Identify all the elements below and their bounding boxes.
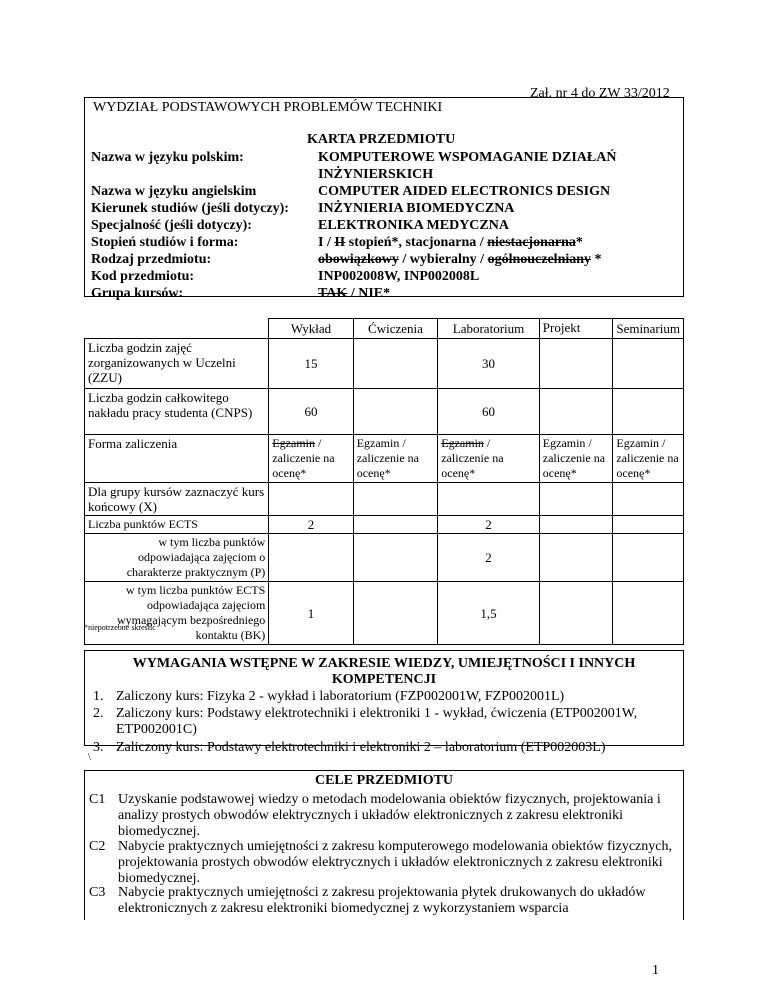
p-project [539, 534, 613, 582]
hours-table [84, 318, 684, 645]
stray-backslash: \ [88, 752, 91, 763]
cnps-label: Liczba godzin całkowitego nakładu pracy studenta (CNPS) [85, 389, 269, 435]
header-project: Projekt [539, 319, 613, 339]
card-title: KARTA PRZEDMIOTU [307, 132, 456, 147]
forma-label: Forma zaliczenia [85, 435, 269, 483]
bk-lecture: 1 [269, 582, 353, 645]
requirements-title: WYMAGANIA WSTĘPNE W ZAKRESIE WIEDZY, UMIEJĘTNOŚCI I INNYCH KOMPETENCJI [132, 656, 636, 687]
goals-title: CELE PRZEDMIOTU [314, 773, 454, 788]
p-lecture [269, 534, 353, 582]
course-header-box [84, 97, 684, 301]
zzu-exercises [353, 339, 438, 389]
table-row [85, 534, 684, 582]
zzu-laboratory: 30 [438, 339, 540, 389]
level-value: I / II stopień*, stacjonarna / niestacjonarna* [318, 235, 583, 250]
attachment-reference: Zał. nr 4 do ZW 33/2012 [530, 86, 670, 101]
specialty-value: ELEKTRONIKA MEDYCZNA [318, 218, 509, 233]
cnps-project [539, 389, 613, 435]
type-value: obowiązkowy / wybieralny / ogólnouczelniany * [318, 252, 602, 267]
cnps-exercises [353, 389, 438, 435]
ects-practical-label: w tym liczba punktów odpowiadająca zajęciom o charakterze praktycznym (P) [85, 534, 269, 582]
ects-seminar [613, 516, 684, 534]
name-pl-value-line1: KOMPUTEROWE WSPOMAGANIE DZIAŁAŃ [318, 150, 617, 165]
forma-seminar: Egzamin / zaliczenie na ocenę* [613, 435, 684, 483]
forma-lecture: Egzamin / zaliczenie na ocenę* [269, 435, 353, 483]
cnps-laboratory: 60 [438, 389, 540, 435]
bk-project [539, 582, 613, 645]
table-row [85, 339, 684, 389]
ects-exercises [353, 516, 438, 534]
table-header-row [85, 319, 684, 339]
zzu-seminar [613, 339, 684, 389]
page-number: 1 [652, 963, 659, 978]
zzu-label: Liczba godzin zajęć zorganizowanych w Uczelni (ZZU) [85, 339, 269, 389]
bk-seminar [613, 582, 684, 645]
bk-exercises [353, 582, 438, 645]
header-exercises: Ćwiczenia [353, 319, 438, 339]
ects-lecture: 2 [269, 516, 353, 534]
goals-box: CELE PRZEDMIOTU C1 Uzyskanie podstawowej wiedzy o metodach modelowania obiektów fizycznych, projektowania i analizy prostych obwodów elektrycznych i układów elektronicznych z zakresu elektroniki biomedycznej. C2 Nabycie praktycznych umiejętności z zakresu komputerowego modelowania obiektów fizycznych, projektowania prostych obwodów elektrycznych i układów elektronicznych z zakresu elektroniki biomedycznej. C3 Nabycie praktycznych umiejętności z zakresu projektowania płytek drukowanych do układów elektronicznych z zakresu elektroniki biomedycznej z wykorzystaniem wsparcia [84, 770, 684, 920]
bk-laboratory: 1,5 [438, 582, 540, 645]
header-lecture: Wykład [269, 319, 353, 339]
table-row [85, 582, 684, 645]
cnps-seminar [613, 389, 684, 435]
ects-label: Liczba punktów ECTS [85, 516, 269, 534]
group-value: TAK / NIE* [318, 286, 391, 301]
ects-bk-label: w tym liczba punktów ECTS odpowiadająca zajęciom wymagającym bezpośredniego kontaktu (BK) [85, 582, 269, 645]
final-lecture [269, 483, 353, 516]
table-row [85, 483, 684, 516]
table-row [85, 516, 684, 534]
final-seminar [613, 483, 684, 516]
forma-exercises: Egzamin / zaliczenie na ocenę* [353, 435, 438, 483]
final-laboratory [438, 483, 540, 516]
final-course-label: Dla grupy kursów zaznaczyć kurs końcowy (X) [85, 483, 269, 516]
field-label: Kierunek studiów (jeśli dotyczy): [91, 201, 289, 216]
name-pl-label: Nazwa w języku polskim: [91, 150, 244, 165]
final-project [539, 483, 613, 516]
footnote: *niepotrzebne skreślić [84, 623, 156, 632]
header-laboratory: Laboratorium [438, 319, 540, 339]
faculty-name: WYDZIAŁ PODSTAWOWYCH PROBLEMÓW TECHNIKI [93, 100, 443, 115]
type-label: Rodzaj przedmiotu: [91, 252, 212, 267]
empty-header-cell [85, 319, 269, 339]
final-exercises [353, 483, 438, 516]
ects-laboratory: 2 [438, 516, 540, 534]
ects-project [539, 516, 613, 534]
table-row [85, 389, 684, 435]
name-en-value: COMPUTER AIDED ELECTRONICS DESIGN [318, 184, 611, 199]
cnps-lecture: 60 [269, 389, 353, 435]
p-laboratory: 2 [438, 534, 540, 582]
forma-laboratory: Egzamin / zaliczenie na ocenę* [438, 435, 540, 483]
code-label: Kod przedmiotu: [91, 269, 195, 284]
code-value: INP002008W, INP002008L [318, 269, 480, 284]
group-label: Grupa kursów: [91, 286, 184, 301]
field-value: INŻYNIERIA BIOMEDYCZNA [318, 201, 515, 216]
level-label: Stopień studiów i forma: [91, 235, 239, 250]
table-row [85, 435, 684, 483]
zzu-lecture: 15 [269, 339, 353, 389]
zzu-project [539, 339, 613, 389]
name-en-label: Nazwa w języku angielskim [91, 184, 257, 199]
requirements-box: WYMAGANIA WSTĘPNE W ZAKRESIE WIEDZY, UMIEJĘTNOŚCI I INNYCH KOMPETENCJI 1. Zaliczony kurs: Fizyka 2 - wykład i laboratorium (FZP002001W, FZP002001L) 2. Zaliczony kurs: Podstawy elektrotechniki i elektroniki 1 - wykład, ćwiczenia (ETP002001W, ETP002001C) 3. Zaliczony kurs: Podstawy elektrotechniki i elektroniki 2 – laboratorium (ETP002003L) [84, 650, 684, 746]
name-pl-value-line2: INŻYNIERSKICH [318, 167, 434, 182]
header-seminar: Seminarium [613, 319, 684, 339]
p-seminar [613, 534, 684, 582]
p-exercises [353, 534, 438, 582]
forma-project: Egzamin / zaliczenie na ocenę* [539, 435, 613, 483]
specialty-label: Specjalność (jeśli dotyczy): [91, 218, 252, 233]
